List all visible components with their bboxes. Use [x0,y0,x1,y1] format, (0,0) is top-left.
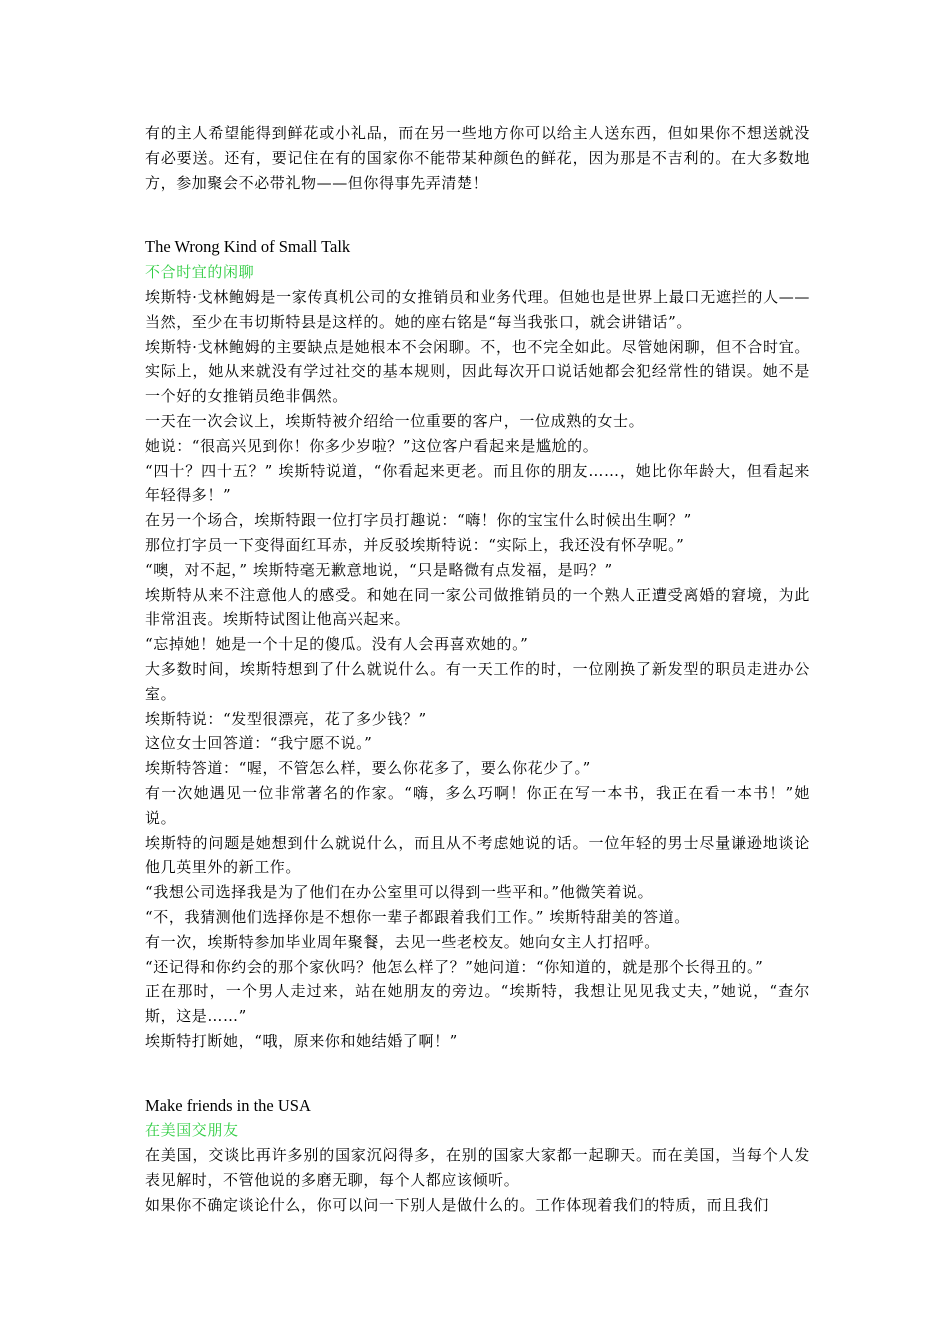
paragraph: 大多数时间，埃斯特想到了什么就说什么。有一天工作的时，一位刚换了新发型的职员走进办公室。 [145,659,810,703]
intro-paragraph: 有的主人希望能得到鲜花或小礼品，而在另一些地方你可以给主人送东西，但如果你不想送就没有必要送。还有，要记住在有的国家你不能带某种颜色的鲜花，因为那是不吉利的。在大多数地方，参加聚会不必带礼物——但你得事先弄清楚！ [145,124,810,192]
paragraph: 在另一个场合，埃斯特跟一位打字员打趣说：“嗨！你的宝宝什么时候出生啊？” [145,511,692,530]
section-spacer [145,1054,810,1094]
paragraph: “不，我猜测他们选择你是不想你一辈子都跟着我们工作。” 埃斯特甜美的答道。 [145,907,690,926]
paragraph: 有一次她遇见一位非常著名的作家。“嗨，多么巧啊！你正在写一本书，我正在看一本书！”她说。 [145,783,810,827]
paragraph: “忘掉她！她是一个十足的傻瓜。没有人会再喜欢她的。” [145,635,529,654]
paragraph: 正在那时，一个男人走过来，站在她朋友的旁边。“埃斯特，我想让见见我丈夫，”她说，“查尔斯，这是……” [145,982,810,1026]
section-make-friends-usa [145,1094,810,1218]
paragraph: 有一次，埃斯特参加毕业周年聚餐，去见一些老校友。她向女主人打招呼。 [145,932,660,951]
paragraph: “四十？四十五？” 埃斯特说道，“你看起来更老。而且你的朋友……，她比你年龄大，但看起来年轻得多！” [145,461,810,505]
paragraph: 如果你不确定谈论什么，你可以问一下别人是做什么的。工作体现着我们的特质，而且我们 [145,1195,770,1214]
paragraph: “噢，对不起，” 埃斯特毫无歉意地说，“只是略微有点发福，是吗？” [145,560,613,579]
paragraph: 一天在一次会议上，埃斯特被介绍给一位重要的客户，一位成熟的女士。 [145,411,645,430]
paragraph: 埃斯特说：“发型很漂亮，花了多少钱？” [145,709,427,728]
paragraph: 埃斯特的问题是她想到什么就说什么，而且从不考虑她说的话。一位年轻的男士尽量谦逊地谈论他几英里外的新工作。 [145,833,810,877]
paragraph: 那位打字员一下变得面红耳赤，并反驳埃斯特说：“实际上，我还没有怀孕呢。” [145,535,685,554]
paragraph: 埃斯特打断她，“哦，原来你和她结婚了啊！” [145,1031,458,1050]
paragraph: 埃斯特·戈林鲍姆的主要缺点是她根本不会闲聊。不，也不完全如此。尽管她闲聊，但不合时宜。实际上，她从来就没有学过社交的基本规则，因此每次开口说话她都会犯经常性的错误。她不是一个好的女推销员绝非偶然。 [145,337,810,406]
document-page [145,121,810,1218]
paragraph: 这位女士回答道：“我宁愿不说。” [145,734,373,753]
paragraph: 埃斯特从来不注意他人的感受。和她在同一家公司做推销员的一个熟人正遭受离婚的窘境，为此非常沮丧。埃斯特试图让他高兴起来。 [145,585,810,629]
section-title-cn: 不合时宜的闲聊 [145,263,255,282]
paragraph: “还记得和你约会的那个家伙吗？他怎么样了？”她问道：“你知道的，就是那个长得丑的。” [145,957,764,976]
section-spacer [145,195,810,235]
paragraph: 在美国，交谈比再许多别的国家沉闷得多，在别的国家大家都一起聊天。而在美国，当每个人发表见解时，不管他说的多磨无聊，每个人都应该倾听。 [145,1146,810,1190]
section-title-en: The Wrong Kind of Small Talk [145,237,351,257]
paragraph: “我想公司选择我是为了他们在办公室里可以得到一些平和。”他微笑着说。 [145,883,654,902]
paragraph: 她说：“很高兴见到你！你多少岁啦？”这位客户看起来是尴尬的。 [145,436,599,455]
section-title-cn: 在美国交朋友 [145,1121,239,1140]
section-title-en: Make friends in the USA [145,1095,311,1115]
section-wrong-small-talk [145,235,810,1053]
paragraph: 埃斯特答道：“喔，不管怎么样，要么你花多了，要么你花少了。” [145,759,591,778]
paragraph: 埃斯特·戈林鲍姆是一家传真机公司的女推销员和业务代理。但她也是世界上最口无遮拦的人——当然，至少在韦切斯特县是这样的。她的座右铭是“每当我张口，就会讲错话”。 [145,287,810,331]
